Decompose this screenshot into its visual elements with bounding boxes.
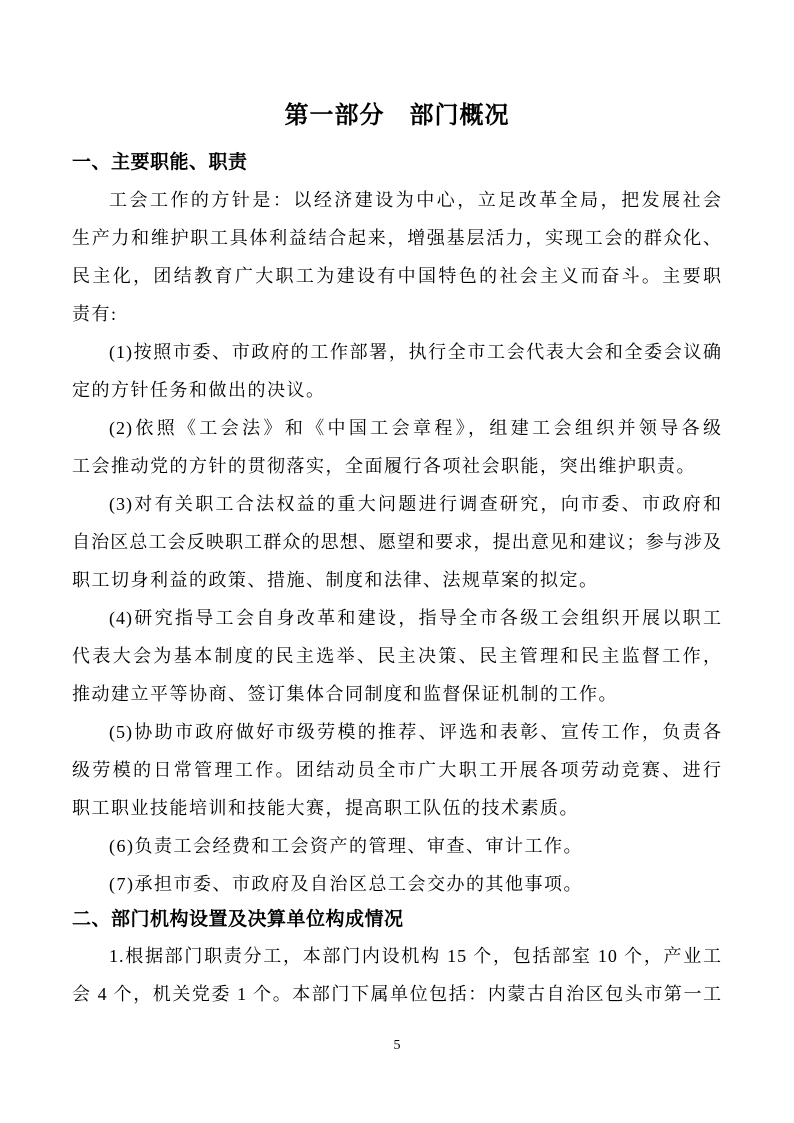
paragraph-line: (5)协助市政府做好市级劳模的推荐、评选和表彰、宣传工作，负责各 (109, 722, 722, 742)
paragraph-line: (1)按照市委、市政府的工作部署，执行全市工会代表大会和全委会议确 (109, 342, 722, 362)
paragraph-line: 工会工作的方针是：以经济建设为中心，立足改革全局，把发展社会 (109, 190, 722, 210)
section-heading-2: 二、部门机构设置及决算单位构成情况 (72, 909, 404, 930)
paragraph-line: 定的方针任务和做出的决议。 (72, 380, 326, 400)
document-title: 第一部分 部门概况 (284, 102, 510, 129)
paragraph-line: 1.根据部门职责分工，本部门内设机构 15 个，包括部室 10 个，产业工 (109, 946, 722, 966)
paragraph-line: 责有: (72, 304, 118, 324)
paragraph-line: 推动建立平等协商、签订集体合同制度和监督保证机制的工作。 (72, 684, 618, 704)
paragraph-line: 自治区总工会反映职工群众的思想、愿望和要求，提出意见和建议；参与涉及 (72, 532, 722, 552)
paragraph-line: 民主化，团结教育广大职工为建设有中国特色的社会主义而奋斗。主要职 (72, 266, 722, 286)
paragraph-line: 工会推动党的方针的贯彻落实，全面履行各项社会职能，突出维护职责。 (72, 456, 696, 476)
paragraph-line: (7)承担市委、市政府及自治区总工会交办的其他事项。 (109, 874, 583, 894)
section-1-body (72, 181, 722, 903)
page-number: 5 (393, 1038, 401, 1053)
paragraph-line: (4)研究指导工会自身改革和建设，指导全市各级工会组织开展以职工 (109, 608, 722, 628)
paragraph-line: 级劳模的日常管理工作。团结动员全市广大职工开展各项劳动竞赛、进行 (72, 760, 722, 780)
section-heading-1: 一、主要职能、职责 (72, 152, 248, 173)
paragraph-line: 职工切身利益的政策、措施、制度和法律、法规草案的拟定。 (72, 570, 599, 590)
paragraph-line: 职工职业技能培训和技能大赛，提高职工队伍的技术素质。 (72, 798, 579, 818)
paragraph-line: 生产力和维护职工具体利益结合起来，增强基层活力，实现工会的群众化、 (72, 228, 722, 248)
paragraph-line: (6)负责工会经费和工会资产的管理、审查、审计工作。 (109, 836, 583, 856)
paragraph-line: (2)依照《工会法》和《中国工会章程》，组建工会组织并领导各级 (109, 418, 722, 438)
document-content (72, 96, 722, 1013)
paragraph-line: 代表大会为基本制度的民主选举、民主决策、民主管理和民主监督工作， (72, 646, 722, 666)
section-2-body (72, 937, 722, 1013)
paragraph-line: 会 4 个，机关党委 1 个。本部门下属单位包括：内蒙古自治区包头市第一工 (72, 984, 722, 1004)
paragraph-line: (3)对有关职工合法权益的重大问题进行调查研究，向市委、市政府和 (109, 494, 722, 514)
